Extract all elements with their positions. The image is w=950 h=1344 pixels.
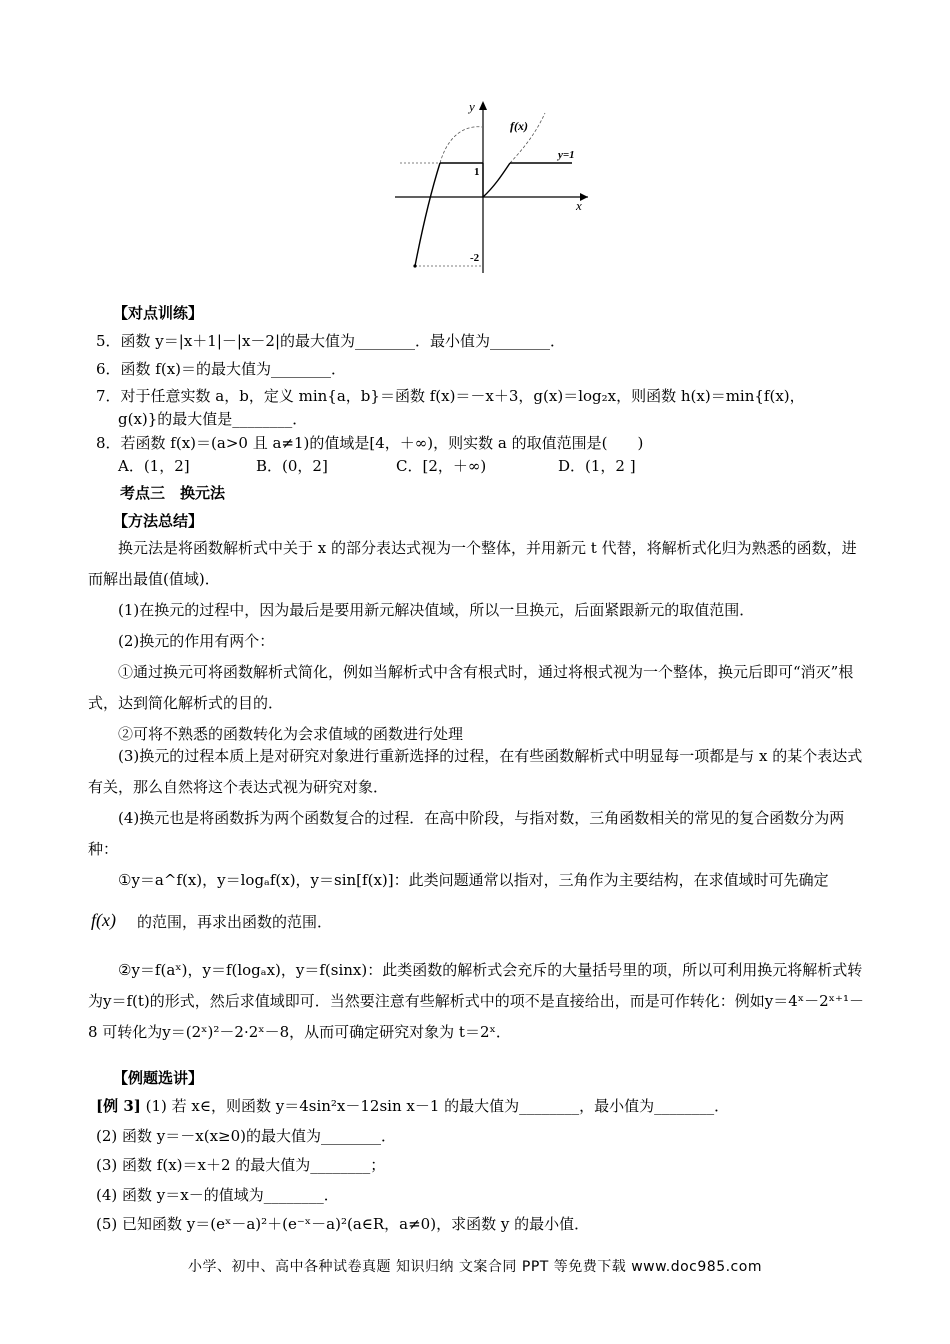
tick-1-label: 1: [474, 166, 480, 178]
page-footer: 小学、初中、高中各种试卷真题 知识归纳 文案合同 PPT 等免费下载 www.doc985.com: [188, 1259, 762, 1275]
question-8-option-b: B．(0，2]: [256, 457, 328, 475]
solid-curve-right: [483, 163, 510, 197]
examples-heading: 【例题选讲】: [113, 1069, 204, 1087]
example-3-q4: (4) 函数 y＝x－的值域为________．: [96, 1186, 339, 1204]
question-7-line1: 7．对于任意实数 a，b，定义 min{a，b}＝函数 f(x)＝－x＋3，g(x)＝log₂x，则函数 h(x)＝min{f(x)，: [96, 387, 805, 405]
fx-expression: f(x): [91, 910, 116, 930]
method-paragraph-3: (2)换元的作用有两个：: [118, 632, 275, 650]
method-paragraph-5: ②可将不熟悉的函数转化为会求值域的函数进行处理: [118, 725, 464, 743]
method-paragraph-8-tail: 的范围，再求出函数的范围．: [137, 913, 333, 931]
method-heading: 【方法总结】: [113, 512, 204, 530]
question-8: 8．若函数 f(x)＝(a>0 且 a≠1)的值域是[4，＋∞)，则实数 a 的取值范围是( ): [96, 434, 644, 452]
example-3-q2: (2) 函数 y＝－x(x≥0)的最大值为________．: [96, 1127, 396, 1145]
dashed-curve: [440, 127, 482, 163]
section-title: 考点三 换元法: [120, 484, 226, 502]
example-3-q1: [96, 1096, 729, 1116]
question-8-option-d: D．(1，2 ]: [558, 457, 636, 475]
solid-curve-left: [415, 163, 440, 266]
question-7-line2: g(x)}的最大值是________．: [118, 410, 308, 428]
tick-neg2-label: -2: [470, 252, 480, 264]
endpoint-dot: [413, 264, 416, 267]
method-paragraph-2: (1)在换元的过程中，因为最后是要用新元解决值域，所以一旦换元，后面紧跟新元的取值范围．: [118, 601, 755, 619]
question-8-option-c: C．[2，＋∞): [396, 457, 487, 475]
method-paragraph-6: (3)换元的过程本质上是对研究对象进行重新选择的过程，在有些函数解析式中明显每一项都是与 x 的某个表达式有关，那么自然将这个表达式视为研究对象．: [88, 747, 863, 796]
example-3-label: [例 3]: [96, 1097, 141, 1115]
hline-label: y=1: [558, 149, 575, 161]
curve-label: f(x): [510, 119, 528, 133]
method-paragraph-8: ①y＝a^f(x)，y＝logₐf(x)，y＝sin[f(x)]：此类问题通常以指对，三角作为主要结构，在求值域时可先确定: [118, 871, 829, 889]
example-3-q3: (3) 函数 f(x)＝x＋2 的最大值为________；: [96, 1156, 386, 1174]
example-3-q5: (5) 已知函数 y＝(eˣ－a)²＋(e⁻ˣ－a)²(a∈R，a≠0)，求函数 y 的最小值．: [96, 1215, 590, 1233]
question-8-option-a: A．(1，2]: [118, 457, 190, 475]
function-graph: [390, 95, 600, 275]
question-6: 6．函数 f(x)＝的最大值为________．: [96, 360, 347, 378]
training-heading: 【对点训练】: [113, 304, 204, 322]
method-paragraph-7: (4)换元也是将函数拆为两个函数复合的过程．在高中阶段，与指对数，三角函数相关的常见的复合函数分为两种：: [88, 809, 845, 858]
method-paragraph-9: ②y＝f(aˣ)，y＝f(logₐx)，y＝f(sinx)：此类函数的解析式会充斥的大量括号里的项，所以可利用换元将解析式转为y＝f(t)的形式，然后求值域即可．当然要注意有些解析式中的项不是直接给出，而是可作转化：例如y＝4ˣ－2ˣ⁺¹－8 可转化为y＝(2ˣ)²－2·2ˣ－8，从而可确定研究对象为 t＝2ˣ．: [88, 961, 864, 1041]
y-axis-arrow: [479, 101, 487, 110]
y-axis-label: y: [469, 99, 475, 114]
question-5: 5．函数 y＝|x＋1|－|x－2|的最大值为________．最小值为________．: [96, 332, 566, 350]
method-paragraph-1: 换元法是将函数解析式中关于 x 的部分表达式视为一个整体，并用新元 t 代替，将解析式化归为熟悉的函数，进而解出最值(值域)．: [88, 539, 857, 588]
x-axis-label: x: [576, 198, 582, 213]
method-paragraph-4: ①通过换元可将函数解析式简化，例如当解析式中含有根式时，通过将根式视为一个整体，换元后即可“消灭”根式，达到简化解析式的目的．: [88, 663, 854, 712]
example-3-q1-text: (1) 若 x∈，则函数 y＝4sin²x－12sin x－1 的最大值为________，最小值为________．: [140, 1097, 730, 1115]
